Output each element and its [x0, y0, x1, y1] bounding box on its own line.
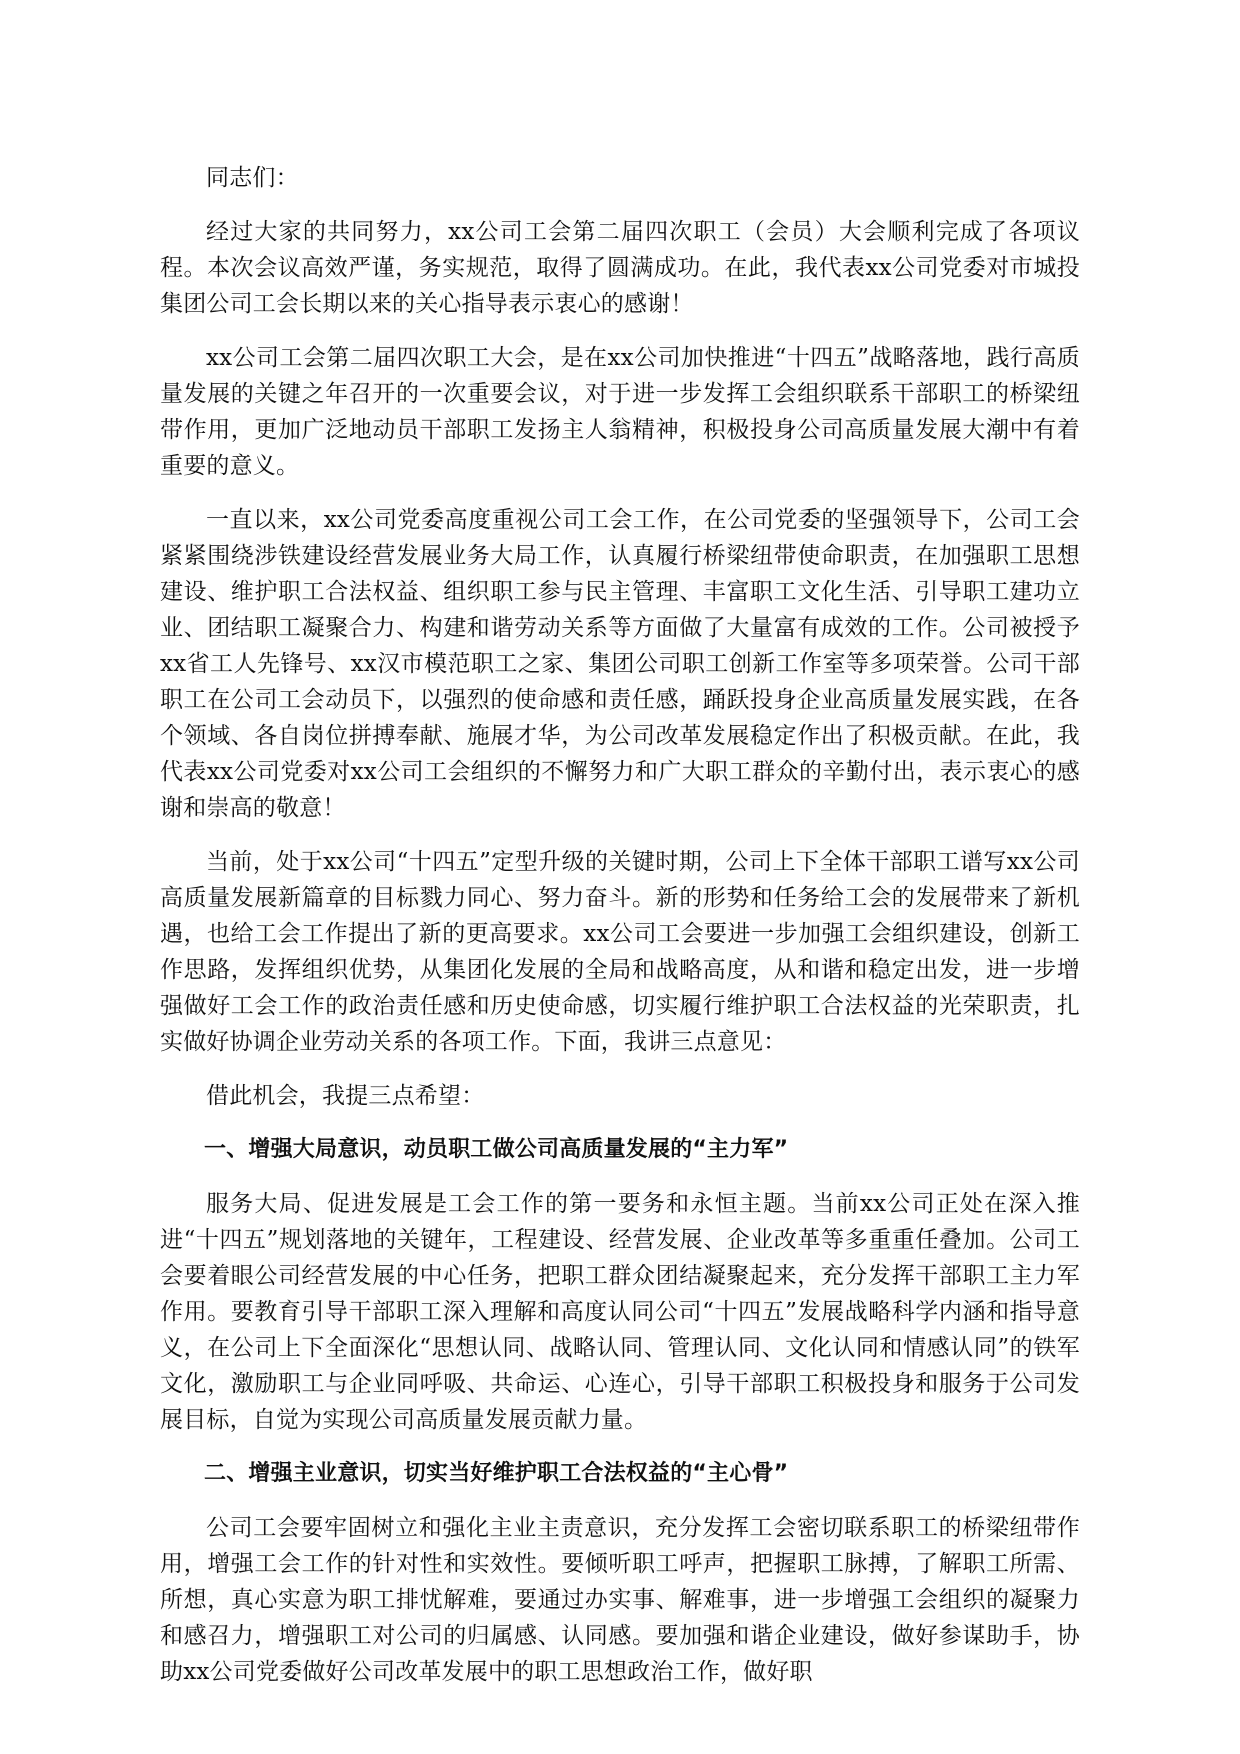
section-2-body: 公司工会要牢固树立和强化主业主责意识，充分发挥工会密切联系职工的桥梁纽带作用，增强工会工作的针对性和实效性。要倾听职工呼声，把握职工脉搏，了解职工所需、所想，真心实意为职工排忧解难，要通过办实事、解难事，进一步增强工会组织的凝聚力和感召力，增强职工对公司的归属感、认同感。要加强和谐企业建设，做好参谋助手，协助xx公司党委做好公司改革发展中的职工思想政治工作，做好职: [160, 1515, 1080, 1685]
section-1-heading: 一、增强大局意识，动员职工做公司高质量发展的“主力军”: [204, 1137, 789, 1162]
paragraph-2: xx公司工会第二届四次职工大会，是在xx公司加快推进“十四五”战略落地，践行高质量发展的关键之年召开的一次重要会议，对于进一步发挥工会组织联系干部职工的桥梁纽带作用，更加广泛地动员干部职工发扬主人翁精神，积极投身公司高质量发展大潮中有着重要的意义。: [160, 345, 1080, 479]
paragraph-5: 借此机会，我提三点希望：: [206, 1083, 485, 1109]
document-page: [160, 160, 1080, 1708]
paragraph-1: 经过大家的共同努力，xx公司工会第二届四次职工（会员）大会顺利完成了各项议程。本次会议高效严谨，务实规范，取得了圆满成功。在此，我代表xx公司党委对市城投集团公司工会长期以来的关心指导表示衷心的感谢！: [160, 219, 1080, 317]
paragraph-3: 一直以来，xx公司党委高度重视公司工会工作，在公司党委的坚强领导下，公司工会紧紧围绕涉铁建设经营发展业务大局工作，认真履行桥梁纽带使命职责，在加强职工思想建设、维护职工合法权益、组织职工参与民主管理、丰富职工文化生活、引导职工建功立业、团结职工凝聚合力、构建和谐劳动关系等方面做了大量富有成效的工作。公司被授予xx省工人先锋号、xx汉市模范职工之家、集团公司职工创新工作室等多项荣誉。公司干部职工在公司工会动员下，以强烈的使命感和责任感，踊跃投身企业高质量发展实践，在各个领域、各自岗位拼搏奉献、施展才华，为公司改革发展稳定作出了积极贡献。在此，我代表xx公司党委对xx公司工会组织的不懈努力和广大职工群众的辛勤付出，表示衷心的感谢和崇高的敬意！: [160, 507, 1080, 821]
paragraph-4: 当前，处于xx公司“十四五”定型升级的关键时期，公司上下全体干部职工谱写xx公司高质量发展新篇章的目标戮力同心、努力奋斗。新的形势和任务给工会的发展带来了新机遇，也给工会工作提出了新的更高要求。xx公司工会要进一步加强工会组织建设，创新工作思路，发挥组织优势，从集团化发展的全局和战略高度，从和谐和稳定出发，进一步增强做好工会工作的政治责任感和历史使命感，切实履行维护职工合法权益的光荣职责，扎实做好协调企业劳动关系的各项工作。下面，我讲三点意见：: [160, 849, 1080, 1055]
section-1-body: 服务大局、促进发展是工会工作的第一要务和永恒主题。当前xx公司正处在深入推进“十四五”规划落地的关键年，工程建设、经营发展、企业改革等多重重任叠加。公司工会要着眼公司经营发展的中心任务，把职工群众团结凝聚起来，充分发挥干部职工主力军作用。要教育引导干部职工深入理解和高度认同公司“十四五”发展战略科学内涵和指导意义，在公司上下全面深化“思想认同、战略认同、管理认同、文化认同和情感认同”的铁军文化，激励职工与企业同呼吸、共命运、心连心，引导干部职工积极投身和服务于公司发展目标，自觉为实现公司高质量发展贡献力量。: [160, 1191, 1080, 1433]
section-2-heading: 二、增强主业意识，切实当好维护职工合法权益的“主心骨”: [204, 1461, 789, 1486]
greeting: 同志们：: [206, 165, 299, 191]
